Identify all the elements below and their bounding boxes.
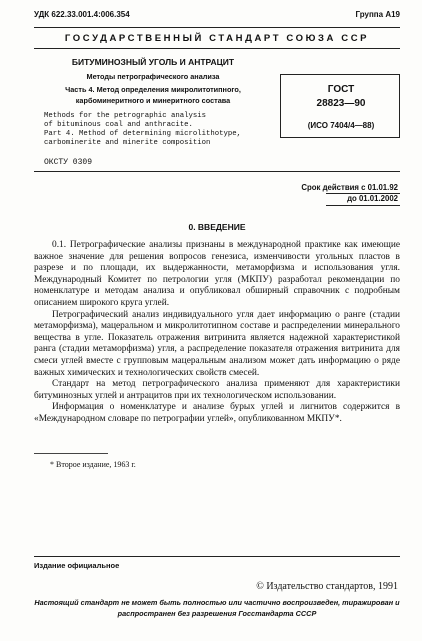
english-title-line: Part 4. Method of determining microlithotype, (44, 130, 242, 138)
paragraph: Петрографический анализ индивидуального угля дает информацию о ранге (стадии метаморфизма), мацеральном и микролитотипном составе и распределении минерального вещества в угле. Показатель отражения витринита является надежной характеристикой ранга (стадии метаморфизма) угля, а распределение показателя отражения витринита для смеси углей вместе с групповым мацеральным анализом может дать информацию о ряде важных химических и технологических свойств смесей. (34, 309, 400, 378)
paragraph: 0.1. Петрографические анализы признаны в международной практике как имеющие важное значение для решения вопросов генезиса, изменчивости угольных пластов в разрезе и по площади, их выдержанности, метаморфизма и использования угля. Международный Комитет по петрологии угля (МКПУ) разработал рекомендации по номенклатуре и методам анализа и опубликовал обширный справочник с подробным описанием широкого круга углей. (34, 240, 400, 308)
validity-from: Срок действия с 01.01.92 (301, 183, 398, 192)
iso-reference: (ИСО 7404/4—88) (307, 121, 375, 130)
paragraph: Информация о номенклатуре и анализе бурых углей и лигнитов содержится в «Международном словаре по петрографии углей», опубликованном МКПУ*. (34, 402, 400, 424)
english-title-line: carbominerite and minerite composition (44, 139, 211, 147)
title-rule (34, 48, 400, 49)
section-heading: 0. ВВЕДЕНИЕ (188, 222, 246, 232)
header-bottom-rule (34, 171, 400, 172)
main-title: БИТУМИНОЗНЫЙ УГОЛЬ И АНТРАЦИТ (71, 57, 235, 67)
standard-title: ГОСУДАРСТВЕННЫЙ СТАНДАРТ СОЮЗА ССР (64, 33, 370, 44)
reproduction-notice: Настоящий стандарт не может быть полностью или частично воспроизведен, тиражирован и распространен без разрешения Госстандарта СССР (34, 598, 400, 618)
official-edition-label: Издание официальное (34, 561, 120, 570)
udk-code: УДК 622.33.001.4:006.354 (34, 10, 130, 19)
part-line-2: карбоминеритного и минеритного состава (75, 96, 231, 105)
gost-label: ГОСТ (327, 84, 355, 95)
footer-rule (34, 556, 400, 557)
footnote-rule (34, 453, 108, 454)
part-title (38, 84, 268, 106)
copyright-line: © Издательство стандартов, 1991 (256, 581, 398, 592)
part-line-1: Часть 4. Метод определения микролитотипного, (65, 85, 241, 94)
top-rule (34, 27, 400, 28)
validity-underline (326, 205, 400, 206)
english-title-line: Methods for the petrographic analysis (44, 112, 207, 120)
body-text (34, 240, 400, 426)
paragraph: Стандарт на метод петрографического анализа применяют для характеристики битуминозных углей и антрацитов при их технологическом использовании. (34, 379, 400, 401)
subtitle: Методы петрографического анализа (86, 72, 220, 81)
english-title-line: of bituminous coal and anthracite. (44, 121, 193, 129)
gost-number: 28823—90 (316, 98, 366, 109)
group-code: Группа А19 (355, 10, 400, 19)
validity-to: до 01.01.2002 (347, 194, 398, 203)
footnote: * Второе издание, 1963 г. (50, 460, 136, 469)
okstu-code: ОКСТУ 0309 (44, 158, 93, 167)
